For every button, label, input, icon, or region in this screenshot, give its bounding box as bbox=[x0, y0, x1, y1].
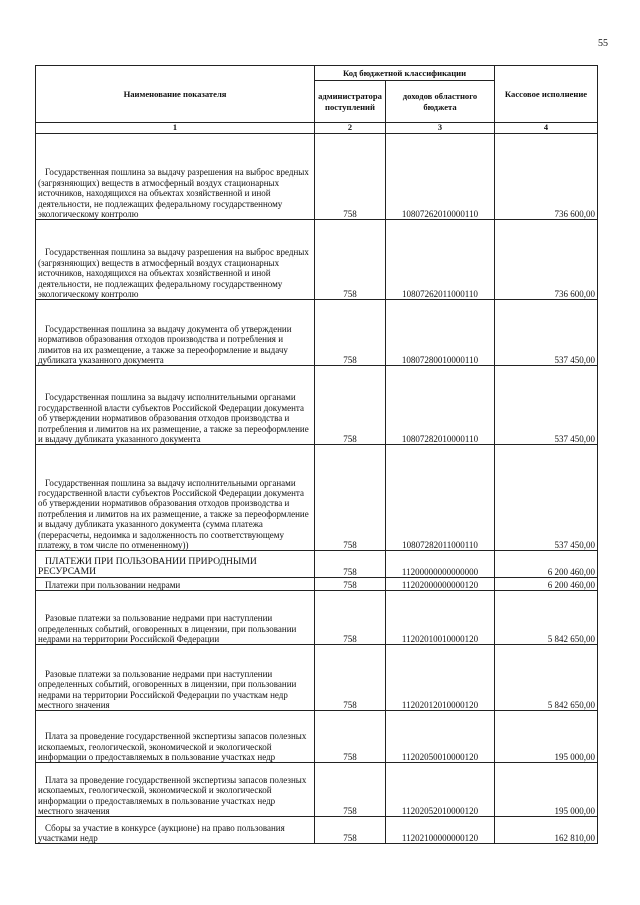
row-code: 11202100000000120 bbox=[386, 817, 495, 844]
col-number-4: 4 bbox=[495, 123, 598, 134]
row-code: 11202010010000120 bbox=[386, 591, 495, 645]
row-name: ПЛАТЕЖИ ПРИ ПОЛЬЗОВАНИИ ПРИРОДНЫМИ РЕСУРСАМИ bbox=[38, 555, 257, 577]
row-amount: 162 810,00 bbox=[495, 817, 598, 844]
table-row bbox=[36, 645, 598, 711]
table-row bbox=[36, 445, 598, 551]
table-row bbox=[36, 366, 598, 445]
table-row bbox=[36, 817, 598, 844]
row-admin: 758 bbox=[315, 551, 386, 578]
table-row bbox=[36, 134, 598, 220]
row-name: Государственная пошлина за выдачу разрешения на выброс вредных (загрязняющих) веществ в атмосферный воздух стационарных источников, находящихся на объектах хозяйственной и иной деятельности, не подлежащих федеральному государственному экологическому контролю bbox=[38, 247, 309, 299]
row-amount: 736 600,00 bbox=[495, 134, 598, 220]
row-amount: 537 450,00 bbox=[495, 366, 598, 445]
row-name: Государственная пошлина за выдачу исполнительными органами государственной власти субъектов Российской Федерации документа об утверждении нормативов образования отходов производства и потребления и лимитов на их размещение, а также за переоформление и выдачу дубликата указанного документа (сумма платежа (перерасчеты, недоимка и задолженность по соответствующему платежу, в том числе по отмененному)) bbox=[38, 477, 309, 550]
row-amount: 5 842 650,00 bbox=[495, 591, 598, 645]
row-name: Государственная пошлина за выдачу разрешения на выброс вредных (загрязняющих) веществ в атмосферный воздух стационарных источников, находящихся на объектах хозяйственной и иной деятельности, не подлежащих федеральному государственному экологическому контролю bbox=[38, 167, 309, 219]
row-amount: 195 000,00 bbox=[495, 763, 598, 817]
row-admin: 758 bbox=[315, 817, 386, 844]
row-amount: 736 600,00 bbox=[495, 220, 598, 300]
budget-table bbox=[35, 65, 598, 844]
row-admin: 758 bbox=[315, 445, 386, 551]
row-admin: 758 bbox=[315, 591, 386, 645]
row-code: 11202050010000120 bbox=[386, 711, 495, 763]
row-admin: 758 bbox=[315, 134, 386, 220]
table-row bbox=[36, 220, 598, 300]
row-amount: 537 450,00 bbox=[495, 445, 598, 551]
header-income: доходов областного бюджета bbox=[386, 81, 495, 123]
row-admin: 758 bbox=[315, 300, 386, 366]
row-admin: 758 bbox=[315, 711, 386, 763]
row-name: Плата за проведение государственной экспертизы запасов полезных ископаемых, геологической, экономической и экологической информации о предоставляемых в пользование участках недр bbox=[38, 731, 307, 762]
row-code: 10807262011000110 bbox=[386, 220, 495, 300]
row-code: 11202000000000120 bbox=[386, 578, 495, 591]
row-code: 10807282011000110 bbox=[386, 445, 495, 551]
header-amount: Кассовое исполнение bbox=[495, 66, 598, 123]
row-name: Плата за проведение государственной экспертизы запасов полезных ископаемых, геологической, экономической и экологической информации о предоставляемых в пользование участках недр местного значения bbox=[38, 774, 307, 816]
row-admin: 758 bbox=[315, 763, 386, 817]
row-name: Разовые платежи за пользование недрами при наступлении определенных событий, оговоренных в лицензии, при пользовании недрами на территории Российской Федерации по участкам недр местного значения bbox=[38, 668, 297, 710]
col-number-2: 2 bbox=[315, 123, 386, 134]
row-code: 11200000000000000 bbox=[386, 551, 495, 578]
row-admin: 758 bbox=[315, 578, 386, 591]
header-classification-group: Код бюджетной классификации bbox=[315, 66, 495, 81]
row-code: 11202012010000120 bbox=[386, 645, 495, 711]
row-name: Государственная пошлина за выдачу документа об утверждении нормативов образования отходов производства и потребления и лимитов на их размещение, а также за переоформление и выдачу дубликата указанного документа bbox=[38, 323, 292, 365]
header-admin: администратора поступлений bbox=[315, 81, 386, 123]
row-amount: 537 450,00 bbox=[495, 300, 598, 366]
col-number-3: 3 bbox=[386, 123, 495, 134]
table-row bbox=[36, 578, 598, 591]
table-row bbox=[36, 551, 598, 578]
row-admin: 758 bbox=[315, 220, 386, 300]
row-amount: 5 842 650,00 bbox=[495, 645, 598, 711]
row-name: Сборы за участие в конкурсе (аукционе) на право пользования участками недр bbox=[38, 822, 285, 843]
page-number: 55 bbox=[598, 38, 608, 49]
row-amount: 195 000,00 bbox=[495, 711, 598, 763]
row-code: 11202052010000120 bbox=[386, 763, 495, 817]
header-name: Наименование показателя bbox=[36, 66, 315, 123]
row-code: 10807262010000110 bbox=[386, 134, 495, 220]
table-row bbox=[36, 591, 598, 645]
col-number-1: 1 bbox=[36, 123, 315, 134]
row-amount: 6 200 460,00 bbox=[495, 551, 598, 578]
row-amount: 6 200 460,00 bbox=[495, 578, 598, 591]
row-name: Государственная пошлина за выдачу исполнительными органами государственной власти субъектов Российской Федерации документа об утверждении нормативов образования отходов производства и потребления и лимитов на их размещение, а также за переоформление и выдачу дубликата указанного документа bbox=[38, 392, 309, 444]
row-code: 10807280010000110 bbox=[386, 300, 495, 366]
row-admin: 758 bbox=[315, 645, 386, 711]
table-row bbox=[36, 763, 598, 817]
row-code: 10807282010000110 bbox=[386, 366, 495, 445]
row-name: Платежи при пользовании недрами bbox=[45, 580, 181, 590]
row-name: Разовые платежи за пользование недрами при наступлении определенных событий, оговоренных в лицензии, при пользовании недрами на территории Российской Федерации bbox=[38, 613, 297, 644]
table-row bbox=[36, 300, 598, 366]
row-admin: 758 bbox=[315, 366, 386, 445]
table-row bbox=[36, 711, 598, 763]
